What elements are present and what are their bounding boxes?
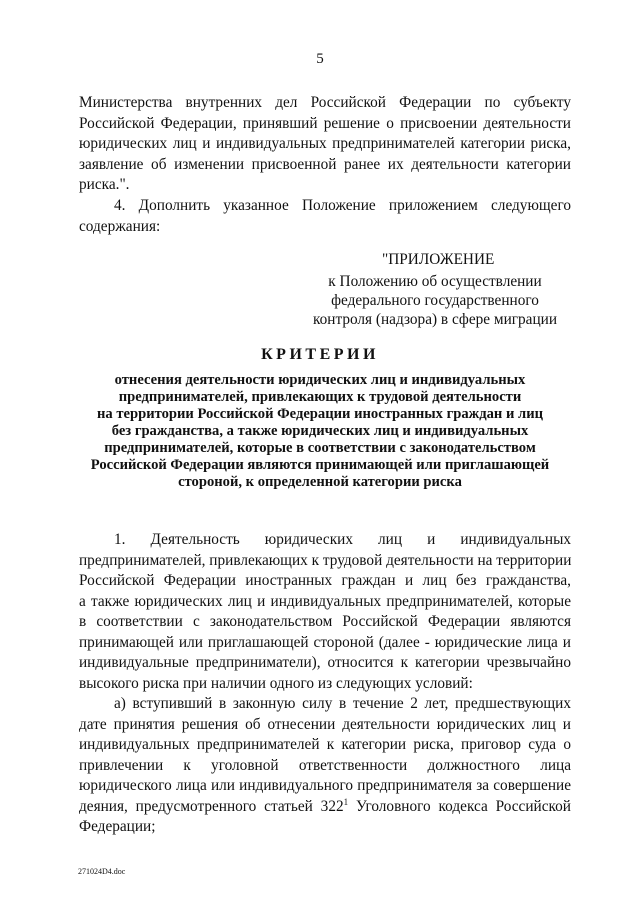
article-text-start: деяния, предусмотренного статьей 322 — [79, 797, 344, 815]
subitem-a — [79, 694, 571, 838]
article-text-end: Уголовного кодекса Российской — [348, 797, 571, 815]
text-line: 1. Деятельность юридических лиц и индивидуальных — [114, 531, 571, 548]
appendix-line: федерального государственного — [331, 292, 539, 309]
text-line: риска.". — [79, 176, 130, 193]
text-line: содержания: — [79, 217, 161, 235]
top-paragraph — [79, 93, 571, 196]
appendix-line: контроля (надзора) в сфере миграции — [312, 311, 558, 328]
subtitle-line: Российской Федерации являются принимающей или приглашающей — [90, 457, 550, 473]
subtitle-line: предпринимателей, привлекающих к трудовой деятельности — [118, 389, 522, 405]
subtitle-line: без гражданства, а также юридических лиц и индивидуальных — [111, 423, 529, 439]
appendix-line: к Положению об осуществлении — [328, 273, 542, 290]
page-number: 5 — [316, 51, 324, 67]
text-line: принимающей или приглашающей стороной (далее - юридические лица и — [79, 633, 571, 651]
subtitle-line: предпринимателей, которые в соответствии с законодательством — [104, 440, 536, 456]
text-line: юридических лиц и индивидуальных предпринимателей категории риска, — [79, 135, 571, 152]
footer-filename: 271024D4.doc — [78, 867, 126, 876]
appendix-title: "ПРИЛОЖЕНИЕ — [382, 251, 495, 268]
text-line: Российской Федерации иностранных граждан и лиц без гражданства, — [79, 572, 571, 589]
text-line: дате принятия решения об отнесении деятельности юридических лиц и — [79, 715, 571, 733]
text-line: 4. Дополнить указанное Положение приложением следующего — [114, 197, 571, 214]
text-line: привлечении к уголовной ответственности должностного лица — [79, 756, 571, 774]
text-line: индивидуальных предпринимателей к категории риска, приговор суда о — [79, 736, 571, 753]
paragraph-1 — [79, 530, 571, 694]
criteria-heading: КРИТЕРИИ — [261, 346, 379, 363]
text-line: в соответствии с законодательством Российской Федерации являются — [79, 613, 571, 630]
subtitle-line: на территории Российской Федерации иностранных граждан и лиц — [96, 406, 544, 422]
subtitle-line: отнесения деятельности юридических лиц и индивидуальных — [114, 372, 526, 388]
item-4-paragraph — [79, 196, 571, 237]
text-line: Министерства внутренних дел Российской Федерации по субъекту — [79, 94, 571, 111]
text-line: предпринимателей, привлекающих к трудовой деятельности на территории — [79, 551, 572, 569]
text-line: а) вступивший в законную силу в течение 2 лет, предшествующих — [114, 695, 571, 712]
article-superscript: 1 — [343, 796, 349, 807]
article-line — [79, 797, 571, 818]
text-line: а также юридических лиц и индивидуальных предпринимателей, которые — [79, 592, 571, 610]
appendix-header — [300, 250, 570, 329]
text-line: заявление об изменении присвоенной ранее их деятельности категории — [79, 155, 571, 173]
text-line: высокого риска при наличии одного из следующих условий: — [79, 674, 473, 692]
text-line: Федерации; — [79, 818, 156, 835]
criteria-subtitle — [70, 372, 570, 491]
text-line: индивидуальные предприниматели), относится к категории чрезвычайно — [79, 654, 571, 671]
text-line: Российской Федерации, принявший решение о присвоении деятельности — [79, 114, 571, 132]
subtitle-line: стороной, к определенной категории риска — [178, 474, 462, 490]
text-line: юридического лица или индивидуального предпринимателя за совершение — [79, 777, 571, 794]
